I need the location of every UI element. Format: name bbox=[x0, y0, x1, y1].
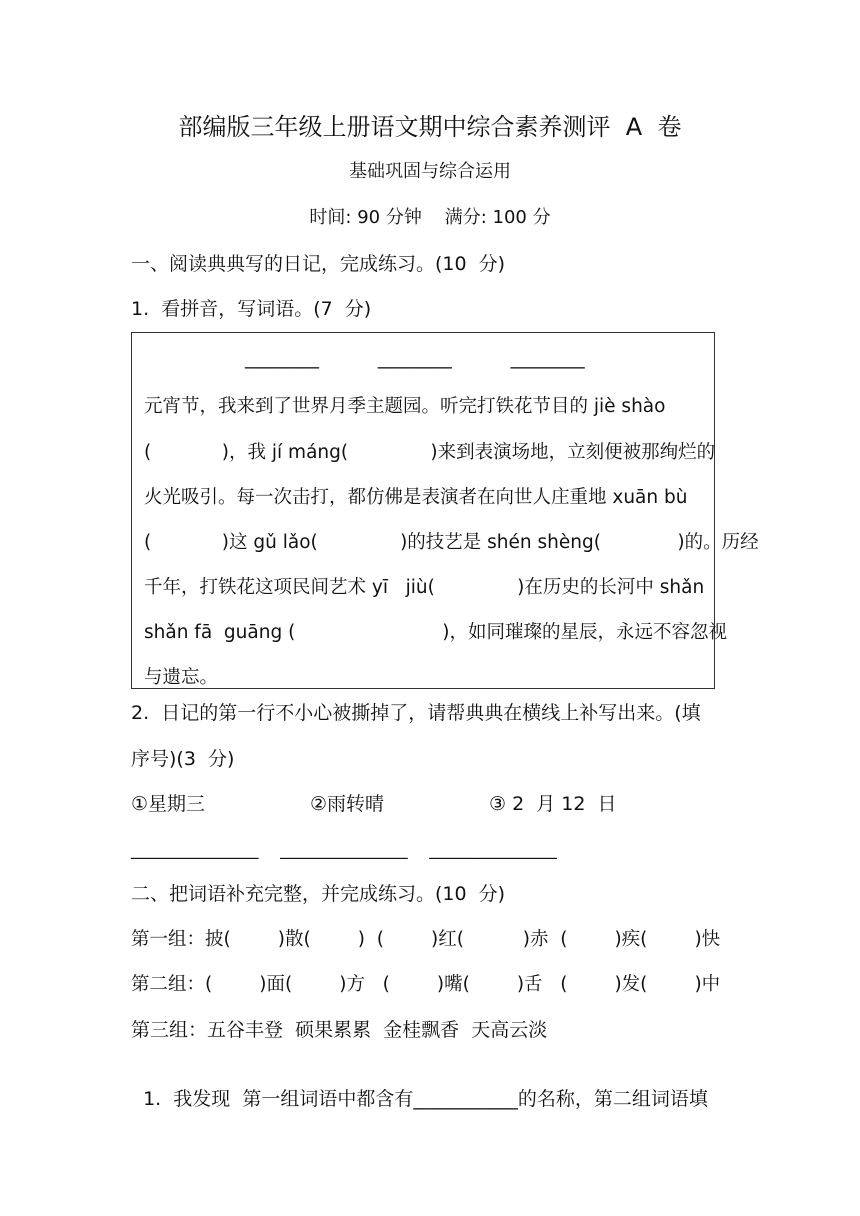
section1-heading: 一、阅读典典写的日记，完成练习。(10 分) bbox=[131, 253, 506, 275]
word-group-3: 第三组：五谷丰登 硕果累累 金桂飘香 天高云淡 bbox=[131, 1019, 548, 1041]
diary-line: ( )，我 jí máng( )来到表演场地，立刻便被那绚烂的 bbox=[144, 442, 716, 463]
page-subtitle: 基础巩固与综合运用 bbox=[349, 161, 511, 182]
question-2-text-cont: 序号)(3 分) bbox=[131, 748, 235, 770]
diary-line: ( )这 gǔ lǎo( )的技艺是 shén shèng( )的。历经 bbox=[144, 532, 759, 553]
option-weekday: ①星期三 bbox=[131, 793, 206, 815]
option-weather: ②雨转晴 bbox=[310, 793, 385, 815]
page-title: 部编版三年级上册语文期中综合素养测评 A 卷 bbox=[178, 113, 682, 141]
question-text: 1. 我发现 第一组词语中都含有 bbox=[143, 1088, 414, 1110]
word-group-2: 第二组：( )面( )方 ( )嘴( )舌 ( )发( )中 bbox=[131, 974, 721, 995]
diary-line: shǎn fā guāng ( )，如同璀璨的星辰，永远不容忽视 bbox=[144, 622, 728, 643]
answer-blank: ___________ bbox=[413, 1088, 518, 1110]
diary-line: 元宵节，我来到了世界月季主题园。听完打铁花节目的 jiè shào bbox=[144, 396, 666, 417]
section2-heading: 二、把词语补充完整，并完成练习。(10 分) bbox=[131, 883, 506, 905]
question-text-cont: 的名称，第二组词语填 bbox=[517, 1088, 708, 1110]
option-date: ③ 2 月 12 日 bbox=[489, 793, 617, 815]
diary-line: 火光吸引。每一次击打，都仿佛是表演者在向世人庄重地 xuān bù bbox=[144, 487, 688, 508]
question-1-label: 1. 看拼音，写词语。(7 分) bbox=[131, 298, 372, 320]
question-2-text: 2. 日记的第一行不小心被撕掉了，请帮典典在横线上补写出来。(填 bbox=[131, 702, 701, 724]
diary-box bbox=[131, 332, 759, 689]
diary-line: 千年，打铁花这项民间艺术 yī jiù( )在历史的长河中 shǎn bbox=[144, 577, 705, 598]
diary-line: 与遗忘。 bbox=[144, 667, 219, 688]
diary-torn-blank-line: ________ ________ ________ bbox=[245, 348, 585, 369]
word-group-1: 第一组：披( )散( ) ( )红( )赤 ( )疾( )快 bbox=[131, 929, 721, 950]
section2-question-1 bbox=[131, 1063, 708, 1111]
answer-blank-lines: _______________ _______________ _______________ bbox=[131, 840, 557, 860]
exam-time-info: 时间: 90 分钟 满分: 100 分 bbox=[309, 207, 551, 228]
